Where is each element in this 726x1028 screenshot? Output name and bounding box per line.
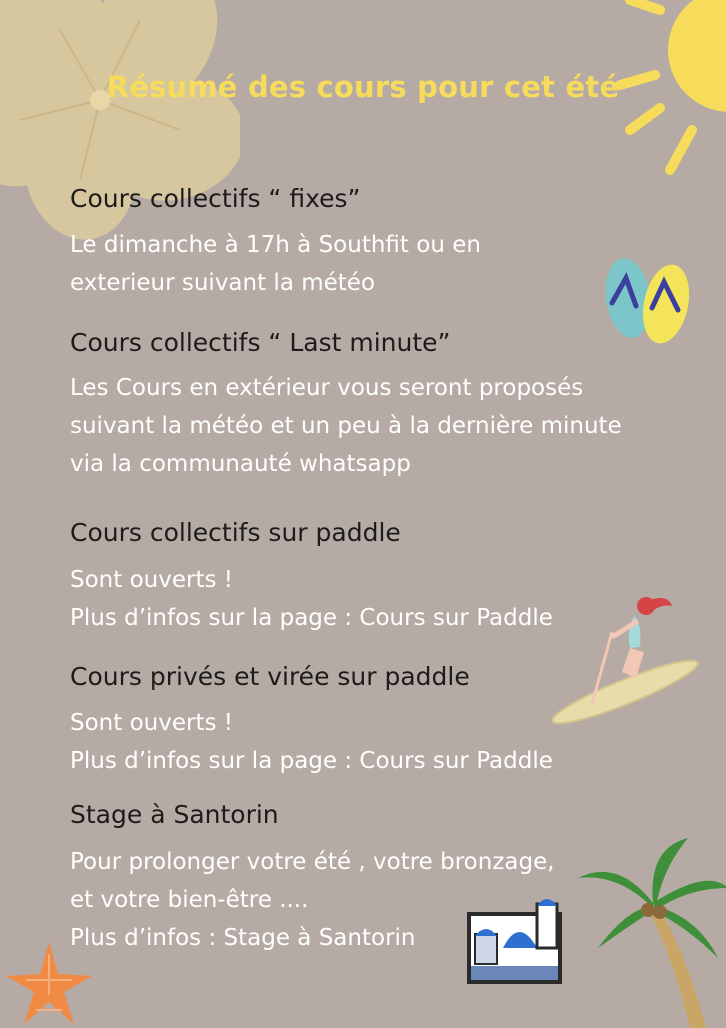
paddle-surfer-icon (550, 592, 700, 732)
section-paddle-heading: Cours collectifs sur paddle (70, 518, 401, 547)
section-santorin-text (70, 843, 555, 957)
text-line: via la communauté whatsapp (70, 451, 411, 477)
section-private-paddle-text (70, 704, 553, 780)
section-santorin-heading: Stage à Santorin (70, 800, 279, 829)
section-fixes-text (70, 226, 481, 302)
section-private-paddle-heading: Cours privés et virée sur paddle (70, 662, 470, 691)
text-line: Plus d’infos : Stage à Santorin (70, 925, 416, 951)
text-line: Les Cours en extérieur vous seront proposés (70, 375, 584, 401)
text-line: Plus d’infos sur la page : Cours sur Paddle (70, 748, 553, 774)
section-last-minute-text (70, 369, 622, 483)
text-line: Le dimanche à 17h à Southfit ou en (70, 232, 481, 258)
palm-tree-icon (578, 838, 726, 1028)
text-line: exterieur suivant la météo (70, 270, 376, 296)
text-line: et votre bien-être .... (70, 887, 309, 913)
section-fixes-heading: Cours collectifs “ fixes” (70, 184, 361, 213)
text-line: Sont ouverts ! (70, 567, 233, 593)
page-title: Résumé des cours pour cet été (106, 70, 620, 104)
section-paddle-text (70, 561, 553, 637)
text-line: suivant la météo et un peu à la dernière minute (70, 413, 622, 439)
text-line: Sont ouverts ! (70, 710, 233, 736)
text-line: Plus d’infos sur la page : Cours sur Paddle (70, 605, 553, 631)
text-line: Pour prolonger votre été , votre bronzage, (70, 849, 555, 875)
flip-flops-icon (598, 258, 698, 348)
section-last-minute-heading: Cours collectifs “ Last minute” (70, 328, 451, 357)
